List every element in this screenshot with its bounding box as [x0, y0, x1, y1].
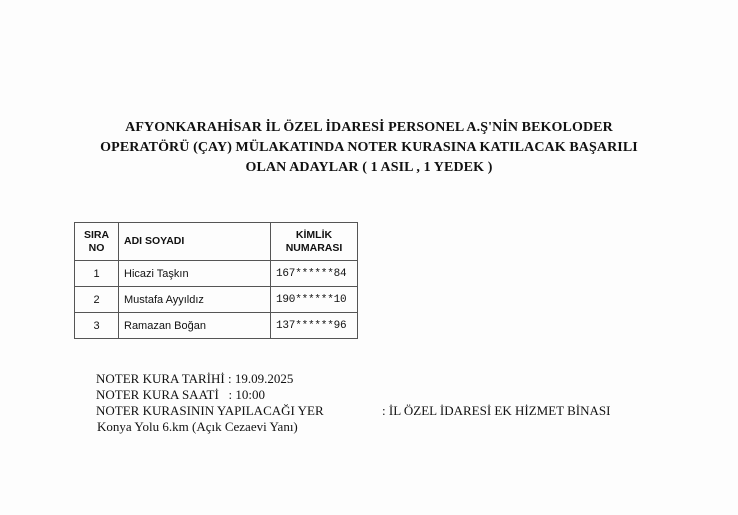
header-adi-soyadi: ADI SOYADI — [119, 223, 271, 261]
title-line-2: OPERATÖRÜ (ÇAY) MÜLAKATINDA NOTER KURASINA KATILACAK BAŞARILI — [100, 140, 638, 155]
row-number: 1 — [75, 261, 119, 287]
location-label: NOTER KURASININ YAPILACAĞI YER — [96, 403, 324, 418]
lottery-time: NOTER KURA SAATİ : 10:00 — [96, 387, 266, 402]
row-id-number: 137******96 — [271, 313, 358, 339]
lottery-info — [96, 371, 611, 435]
row-name: Hicazi Taşkın — [119, 261, 271, 287]
header-sira-no: SIRA NO — [75, 223, 119, 261]
location-value: : İL ÖZEL İDARESİ EK HİZMET BİNASI — [382, 403, 611, 418]
title-line-1: AFYONKARAHİSAR İL ÖZEL İDARESİ PERSONEL A.Ş'NİN BEKOLODER — [125, 120, 613, 135]
row-id-number: 190******10 — [271, 287, 358, 313]
table-header-row — [75, 223, 358, 261]
header-kimlik-numarasi: KİMLİK NUMARASI — [271, 223, 358, 261]
row-name: Ramazan Boğan — [119, 313, 271, 339]
document-title — [60, 118, 678, 178]
lottery-address: Konya Yolu 6.km (Açık Cezaevi Yanı) — [97, 419, 298, 434]
table-row — [75, 313, 358, 339]
row-name: Mustafa Ayyıldız — [119, 287, 271, 313]
table-row — [75, 261, 358, 287]
row-number: 2 — [75, 287, 119, 313]
title-line-3: OLAN ADAYLAR ( 1 ASIL , 1 YEDEK ) — [245, 160, 493, 175]
lottery-location — [96, 403, 611, 419]
row-number: 3 — [75, 313, 119, 339]
row-id-number: 167******84 — [271, 261, 358, 287]
table-row — [75, 287, 358, 313]
candidates-table — [74, 222, 358, 339]
lottery-date: NOTER KURA TARİHİ : 19.09.2025 — [96, 371, 294, 386]
